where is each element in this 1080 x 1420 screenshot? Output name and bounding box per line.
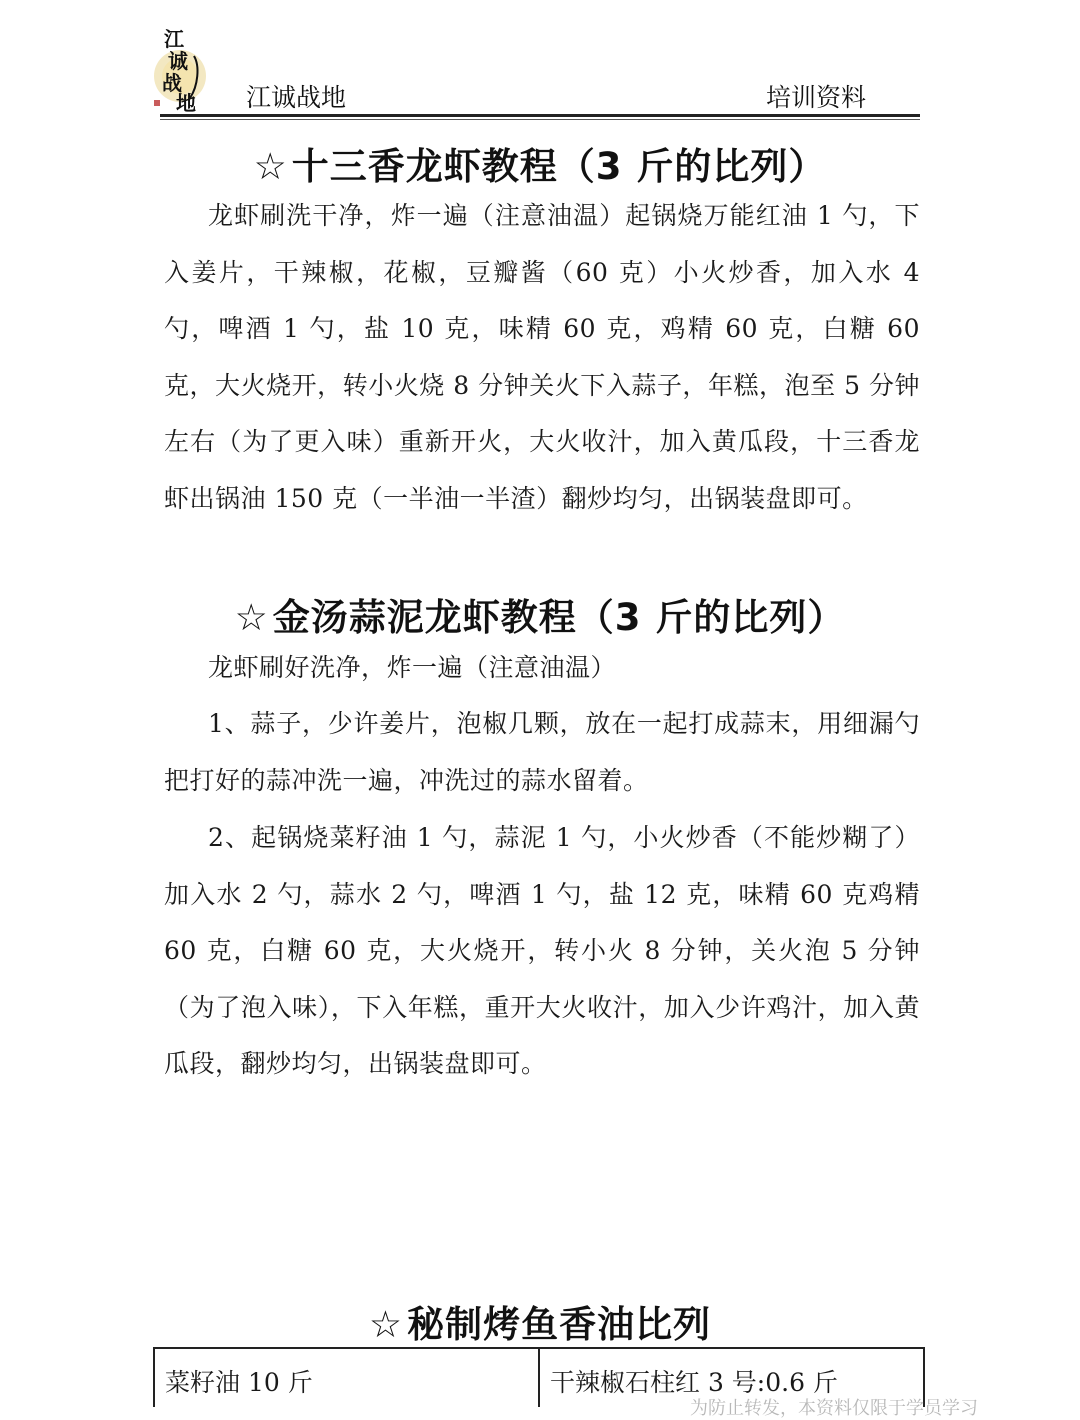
- logo-char-2: 诚: [168, 49, 188, 73]
- logo-char-1: 江: [164, 27, 184, 51]
- section-title-shisanxiang: [0, 136, 1080, 190]
- section-title-kaoyu: [0, 1294, 1080, 1348]
- watermark-footer: 为防止转发，本资料仅限于学员学习: [690, 1398, 978, 1419]
- section-title-text: 十三香龙虾教程（3 斤的比列）: [291, 145, 827, 188]
- logo-char-4: 地: [176, 91, 196, 114]
- star-icon: ☆: [234, 596, 269, 639]
- recipe-step-1: 1、蒜子，少许姜片，泡椒几颗，放在一起打成蒜末，用细漏勺把打好的蒜冲洗一遍，冲洗过的蒜水留着。: [164, 709, 920, 795]
- header-doc-type-label: 培训资料: [766, 83, 867, 112]
- header-brand-label: 江诚战地: [246, 83, 347, 112]
- recipe-paragraph: 龙虾刷好洗净，炸一遍（注意油温）: [208, 653, 617, 682]
- section-title-jintang: [0, 587, 1080, 641]
- header-divider-thin: [160, 119, 920, 120]
- section-title-text: 秘制烤鱼香油比列: [407, 1303, 712, 1346]
- header-divider: [160, 114, 920, 117]
- star-icon: ☆: [253, 145, 288, 188]
- recipe-paragraph: 龙虾刷洗干净，炸一遍（注意油温）起锅烧万能红油 1 勺，下入姜片，干辣椒，花椒，豆瓣酱（60 克）小火炒香，加入水 4 勺，啤酒 1 勺，盐 10 克，味精 60 克，鸡精 60 克，白糖 60 克，大火烧开，转小火烧 8 分钟关火下入蒜子，年糕，泡至 5 分钟左右（为了更入味）重新开火，大火收汁，加入黄瓜段，十三香龙虾出锅油 150 克（一半油一半渣）翻炒均匀，出锅装盘即可。: [164, 201, 920, 513]
- recipe-step-2: 2、起锅烧菜籽油 1 勺，蒜泥 1 勺，小火炒香（不能炒糊了）加入水 2 勺，蒜水 2 勺，啤酒 1 勺，盐 12 克，味精 60 克鸡精 60 克，白糖 60 克，大火烧开，转小火 8 分钟，关火泡 5 分钟（为了泡入味），下入年糕，重开大火收汁，加入少许鸡汁，加入黄瓜段，翻炒均匀，出锅装盘即可。: [164, 823, 920, 1078]
- logo-char-3: 战: [162, 71, 182, 95]
- section-title-text: 金汤蒜泥龙虾教程（3 斤的比列）: [272, 596, 846, 639]
- brand-logo: [150, 26, 212, 114]
- star-icon: ☆: [368, 1303, 404, 1346]
- table-cell: 菜籽油 10 斤: [165, 1368, 313, 1397]
- table-cell: 干辣椒石柱红 3 号:0.6 斤: [538, 1349, 923, 1407]
